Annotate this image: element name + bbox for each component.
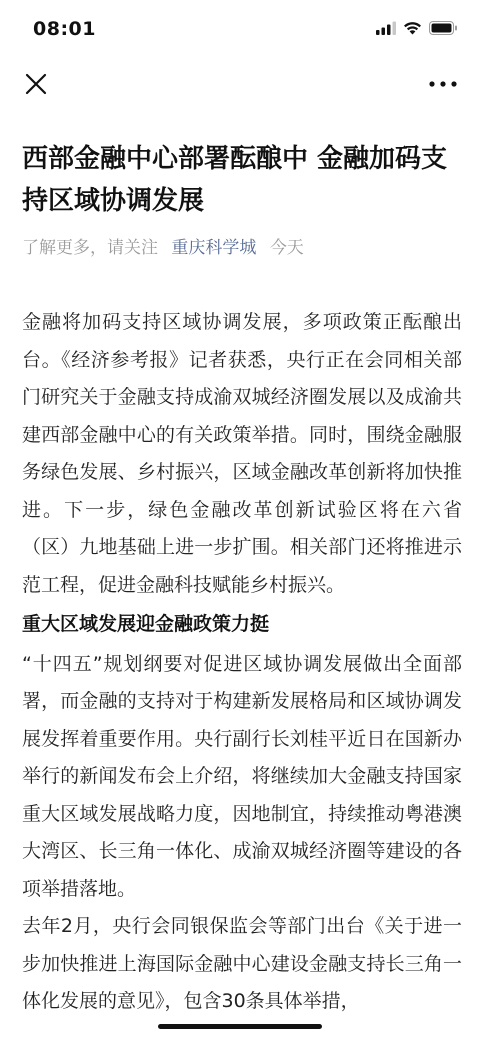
wifi-icon: [403, 20, 422, 39]
paragraph: “十四五”规划纲要对促进区域协调发展做出全面部署，而金融的支持对于构建新发展格局和区域协调发展发挥着重要作用。央行副行长刘桂平近日在国新办举行的新闻发布会上介绍，将继续加大金融支持国家重大区域发展战略力度，因地制宜，持续推动粤港澳大湾区、长三角一体化、成渝双城经济圈等建设的各项举措落地。: [22, 652, 462, 900]
status-icons: [376, 20, 458, 39]
status-bar: [0, 0, 480, 54]
nav-bar: [0, 58, 480, 110]
article-title: 西部金融中心部署酝酿中 金融加码支持区域协调发展: [22, 144, 448, 216]
status-time: 08:01: [33, 18, 96, 40]
signal-icon: [376, 20, 396, 39]
paragraph: 去年2月，央行会同银保监会等部门出台《关于进一步加快推进上海国际金融中心建设金融支持长三角一体化发展的意见》，包含30条具体举措，: [22, 915, 462, 1012]
paragraph: 金融将加码支持区域协调发展，多项政策正酝酿出台。《经济参考报》记者获悉，央行正在会同相关部门研究关于金融支持成渝双城经济圈发展以及成渝共建西部金融中心的有关政策举措。同时，围绕金融服务绿色发展、乡村振兴，区域金融改革创新将加快推进。下一步，绿色金融改革创新试验区将在六省（区）九地基础上进一步扩围。相关部门还将推进示范工程，促进金融科技赋能乡村振兴。: [22, 311, 462, 596]
publish-date: 今天: [269, 238, 304, 258]
article: [22, 138, 462, 1021]
section-heading: 重大区域发展迎金融政策力挺: [22, 613, 270, 635]
article-body: [22, 304, 462, 1021]
author-link[interactable]: 重庆科学城: [171, 238, 257, 258]
battery-icon: [429, 20, 458, 39]
more-button[interactable]: [428, 70, 458, 98]
close-button[interactable]: [22, 70, 50, 98]
close-icon: [22, 70, 50, 98]
more-icon: [428, 70, 458, 98]
article-meta: [22, 234, 462, 262]
follow-prompt: 了解更多，请关注: [22, 238, 158, 258]
home-indicator[interactable]: [158, 1024, 322, 1029]
